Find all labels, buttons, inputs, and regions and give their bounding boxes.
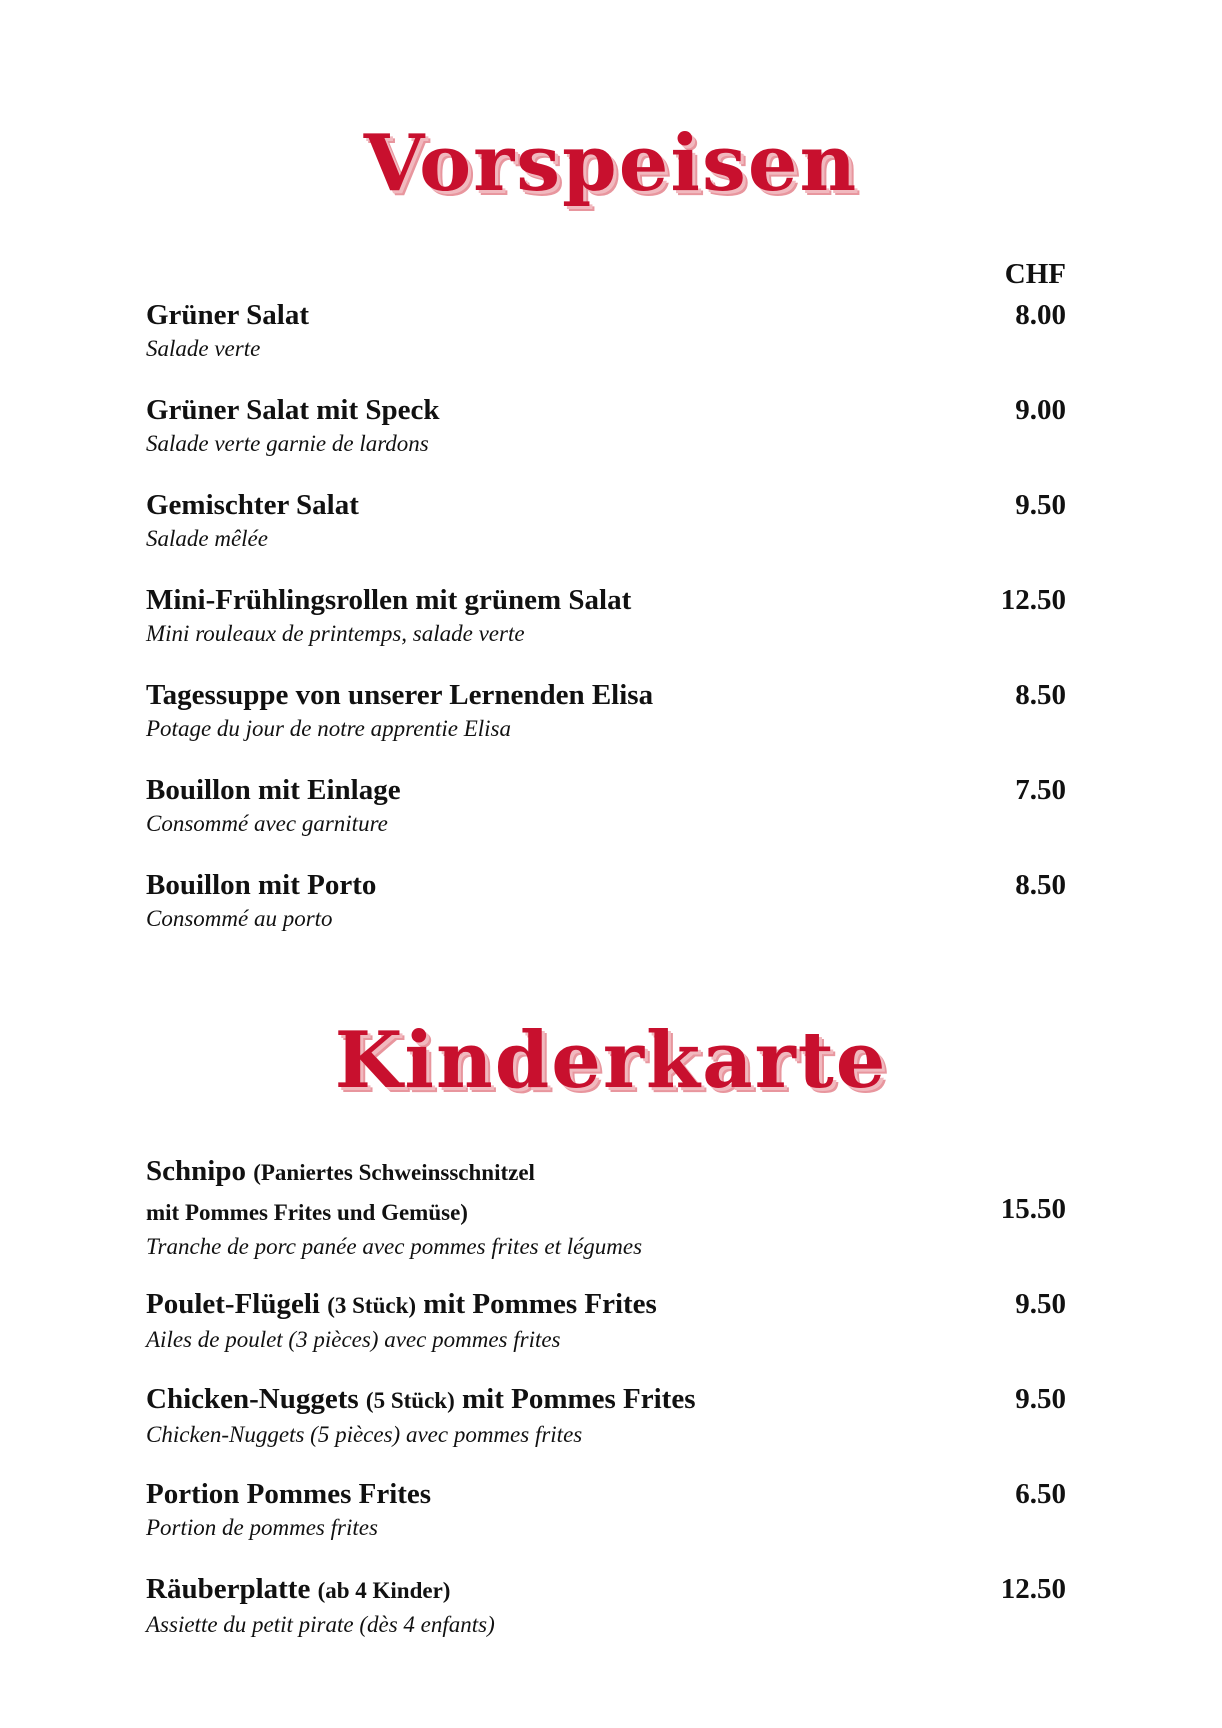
menu-item: [146, 866, 1066, 934]
section-title-kinderkarte: Kinderkarte: [334, 1015, 888, 1106]
item-name-detail: (5 Stück): [365, 1388, 455, 1413]
menu-item: [146, 1570, 1066, 1640]
menu-item: [146, 486, 1066, 554]
menu-item: [146, 771, 1066, 839]
item-subtitle: Consommé au porto: [146, 906, 333, 931]
section-title-vorspeisen: Vorspeisen: [363, 118, 859, 209]
item-name-line2: [146, 1192, 1066, 1232]
item-price: 15.50: [1000, 1193, 1066, 1225]
item-subtitle: Mini rouleaux de printemps, salade verte: [146, 621, 525, 646]
item-price: 12.50: [1000, 1573, 1066, 1605]
item-name-detail-line2: mit Pommes Frites und Gemüse): [146, 1200, 468, 1225]
menu-item: [146, 1285, 1066, 1355]
item-name-tail: mit Pommes Frites: [423, 1288, 657, 1320]
item-name-main: Schnipo: [146, 1155, 246, 1187]
item-name: Bouillon mit Porto: [146, 869, 377, 901]
item-subtitle: Consommé avec garniture: [146, 811, 388, 836]
item-name-main: Chicken-Nuggets: [146, 1383, 359, 1415]
item-subtitle: Portion de pommes frites: [146, 1515, 378, 1540]
item-name: [146, 1285, 1066, 1325]
item-price: 8.50: [1015, 869, 1066, 901]
menu-item: [146, 676, 1066, 744]
item-price: 9.00: [1015, 394, 1066, 426]
item-name: Grüner Salat: [146, 299, 309, 331]
item-price: 9.50: [1015, 1383, 1066, 1415]
item-name-detail: (3 Stück): [327, 1293, 417, 1318]
item-price: 6.50: [1015, 1478, 1066, 1510]
item-name-detail: (Paniertes Schweinsschnitzel: [253, 1160, 535, 1185]
item-price: 12.50: [1000, 584, 1066, 616]
item-name: Portion Pommes Frites: [146, 1478, 432, 1510]
item-subtitle: Ailes de poulet (3 pièces) avec pommes frites: [146, 1327, 561, 1352]
menu-item: [146, 296, 1066, 364]
menu-item: [146, 1152, 1066, 1262]
item-subtitle: Salade verte garnie de lardons: [146, 431, 429, 456]
item-name: Gemischter Salat: [146, 489, 359, 521]
menu-item: [146, 391, 1066, 459]
item-name: Tagessuppe von unserer Lernenden Elisa: [146, 679, 654, 711]
item-name: [146, 1380, 1066, 1420]
item-subtitle: Potage du jour de notre apprentie Elisa: [146, 716, 511, 741]
item-name: Mini-Frühlingsrollen mit grünem Salat: [146, 584, 632, 616]
item-name: Bouillon mit Einlage: [146, 774, 401, 806]
menu-item: [146, 1475, 1066, 1543]
item-name: Grüner Salat mit Speck: [146, 394, 440, 426]
item-price: 7.50: [1015, 774, 1066, 806]
item-price: 9.50: [1015, 1288, 1066, 1320]
item-subtitle: Tranche de porc panée avec pommes frites et légumes: [146, 1234, 643, 1259]
currency-label: CHF: [1004, 258, 1066, 290]
item-name-detail: (ab 4 Kinder): [317, 1578, 451, 1603]
item-price: 8.00: [1015, 299, 1066, 331]
menu-item: [146, 1380, 1066, 1450]
item-name: [146, 1570, 1066, 1610]
item-name-main: Poulet-Flügeli: [146, 1288, 320, 1320]
item-subtitle: Chicken-Nuggets (5 pièces) avec pommes frites: [146, 1422, 583, 1447]
item-name-tail: mit Pommes Frites: [461, 1383, 696, 1415]
item-subtitle: Assiette du petit pirate (dès 4 enfants): [146, 1612, 495, 1637]
menu-item: [146, 581, 1066, 649]
item-subtitle: Salade mêlée: [146, 526, 268, 551]
item-name-main: Räuberplatte: [146, 1573, 311, 1605]
item-price: 9.50: [1015, 489, 1066, 521]
item-name: [146, 1152, 1066, 1192]
item-price: 8.50: [1015, 679, 1066, 711]
item-subtitle: Salade verte: [146, 336, 261, 361]
